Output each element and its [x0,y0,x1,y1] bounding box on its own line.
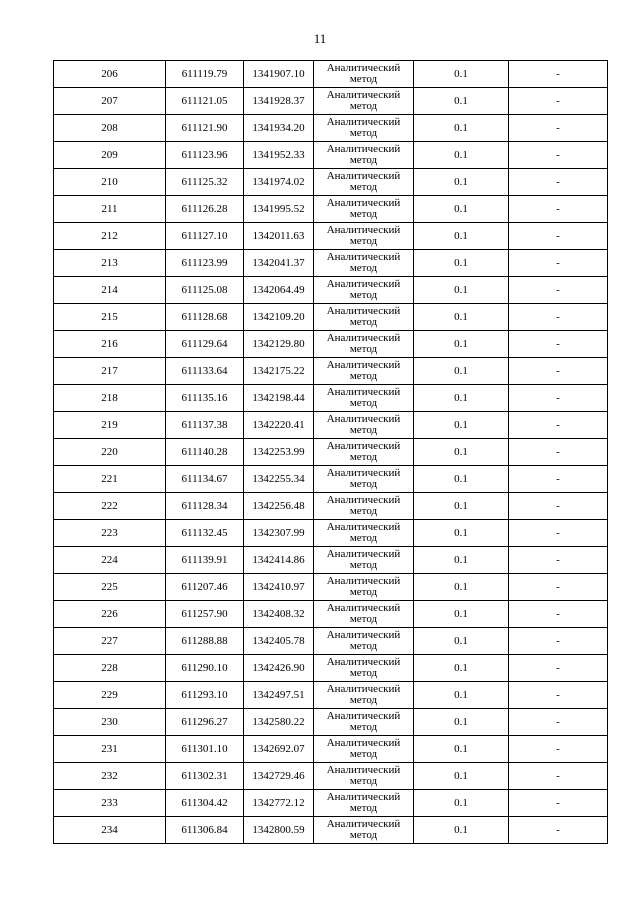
table-row [54,385,608,412]
table-row [54,493,608,520]
point-number-cell: 212 [54,223,166,250]
table-row [54,304,608,331]
y-coordinate-cell: 1342253.99 [244,439,314,466]
x-coordinate-cell: 611302.31 [166,763,244,790]
point-number-cell: 215 [54,304,166,331]
note-cell: - [509,466,608,493]
method-cell: Аналитический метод [314,790,414,817]
x-coordinate-cell: 611288.88 [166,628,244,655]
accuracy-cell: 0.1 [414,304,509,331]
accuracy-cell: 0.1 [414,196,509,223]
note-cell: - [509,628,608,655]
table-row [54,196,608,223]
note-cell: - [509,574,608,601]
x-coordinate-cell: 611207.46 [166,574,244,601]
table-row [54,142,608,169]
y-coordinate-cell: 1342307.99 [244,520,314,547]
method-cell: Аналитический метод [314,439,414,466]
point-number-cell: 234 [54,817,166,844]
y-coordinate-cell: 1342692.07 [244,736,314,763]
x-coordinate-cell: 611135.16 [166,385,244,412]
note-cell: - [509,520,608,547]
x-coordinate-cell: 611290.10 [166,655,244,682]
table-row [54,223,608,250]
y-coordinate-cell: 1342198.44 [244,385,314,412]
note-cell: - [509,709,608,736]
note-cell: - [509,61,608,88]
y-coordinate-cell: 1341974.02 [244,169,314,196]
y-coordinate-cell: 1342772.12 [244,790,314,817]
table-row [54,412,608,439]
point-number-cell: 207 [54,88,166,115]
y-coordinate-cell: 1342011.63 [244,223,314,250]
x-coordinate-cell: 611134.67 [166,466,244,493]
method-cell: Аналитический метод [314,385,414,412]
accuracy-cell: 0.1 [414,790,509,817]
x-coordinate-cell: 611125.08 [166,277,244,304]
note-cell: - [509,601,608,628]
point-number-cell: 206 [54,61,166,88]
accuracy-cell: 0.1 [414,250,509,277]
table-row [54,547,608,574]
method-cell: Аналитический метод [314,142,414,169]
y-coordinate-cell: 1342129.80 [244,331,314,358]
method-cell: Аналитический метод [314,223,414,250]
y-coordinate-cell: 1341907.10 [244,61,314,88]
method-cell: Аналитический метод [314,763,414,790]
accuracy-cell: 0.1 [414,655,509,682]
table-row [54,709,608,736]
method-cell: Аналитический метод [314,412,414,439]
method-cell: Аналитический метод [314,736,414,763]
point-number-cell: 232 [54,763,166,790]
note-cell: - [509,358,608,385]
y-coordinate-cell: 1342414.86 [244,547,314,574]
table-row [54,115,608,142]
y-coordinate-cell: 1342109.20 [244,304,314,331]
accuracy-cell: 0.1 [414,169,509,196]
table-row [54,88,608,115]
x-coordinate-cell: 611126.28 [166,196,244,223]
table-row [54,817,608,844]
x-coordinate-cell: 611121.05 [166,88,244,115]
method-cell: Аналитический метод [314,817,414,844]
table-row [54,790,608,817]
point-number-cell: 226 [54,601,166,628]
point-number-cell: 214 [54,277,166,304]
accuracy-cell: 0.1 [414,439,509,466]
table-row [54,331,608,358]
x-coordinate-cell: 611125.32 [166,169,244,196]
point-number-cell: 230 [54,709,166,736]
y-coordinate-cell: 1342256.48 [244,493,314,520]
accuracy-cell: 0.1 [414,61,509,88]
accuracy-cell: 0.1 [414,763,509,790]
coordinates-table-body [54,61,608,844]
method-cell: Аналитический метод [314,88,414,115]
point-number-cell: 216 [54,331,166,358]
note-cell: - [509,493,608,520]
x-coordinate-cell: 611132.45 [166,520,244,547]
accuracy-cell: 0.1 [414,682,509,709]
method-cell: Аналитический метод [314,250,414,277]
x-coordinate-cell: 611123.96 [166,142,244,169]
accuracy-cell: 0.1 [414,709,509,736]
y-coordinate-cell: 1341934.20 [244,115,314,142]
note-cell: - [509,169,608,196]
point-number-cell: 220 [54,439,166,466]
x-coordinate-cell: 611128.68 [166,304,244,331]
x-coordinate-cell: 611139.91 [166,547,244,574]
point-number-cell: 233 [54,790,166,817]
point-number-cell: 209 [54,142,166,169]
note-cell: - [509,763,608,790]
accuracy-cell: 0.1 [414,331,509,358]
table-row [54,763,608,790]
y-coordinate-cell: 1342497.51 [244,682,314,709]
accuracy-cell: 0.1 [414,466,509,493]
note-cell: - [509,277,608,304]
x-coordinate-cell: 611133.64 [166,358,244,385]
table-row [54,439,608,466]
table-row [54,601,608,628]
accuracy-cell: 0.1 [414,520,509,547]
point-number-cell: 223 [54,520,166,547]
note-cell: - [509,223,608,250]
y-coordinate-cell: 1342426.90 [244,655,314,682]
method-cell: Аналитический метод [314,601,414,628]
note-cell: - [509,115,608,142]
y-coordinate-cell: 1341928.37 [244,88,314,115]
note-cell: - [509,142,608,169]
accuracy-cell: 0.1 [414,817,509,844]
y-coordinate-cell: 1341995.52 [244,196,314,223]
method-cell: Аналитический метод [314,466,414,493]
accuracy-cell: 0.1 [414,385,509,412]
point-number-cell: 225 [54,574,166,601]
x-coordinate-cell: 611304.42 [166,790,244,817]
y-coordinate-cell: 1342580.22 [244,709,314,736]
table-row [54,628,608,655]
accuracy-cell: 0.1 [414,736,509,763]
x-coordinate-cell: 611301.10 [166,736,244,763]
point-number-cell: 208 [54,115,166,142]
table-row [54,574,608,601]
x-coordinate-cell: 611129.64 [166,331,244,358]
note-cell: - [509,304,608,331]
method-cell: Аналитический метод [314,169,414,196]
method-cell: Аналитический метод [314,277,414,304]
note-cell: - [509,88,608,115]
note-cell: - [509,736,608,763]
coordinates-table [53,60,608,844]
accuracy-cell: 0.1 [414,628,509,655]
point-number-cell: 210 [54,169,166,196]
method-cell: Аналитический метод [314,574,414,601]
x-coordinate-cell: 611119.79 [166,61,244,88]
point-number-cell: 211 [54,196,166,223]
note-cell: - [509,250,608,277]
note-cell: - [509,682,608,709]
x-coordinate-cell: 611296.27 [166,709,244,736]
method-cell: Аналитический метод [314,493,414,520]
table-row [54,61,608,88]
method-cell: Аналитический метод [314,304,414,331]
accuracy-cell: 0.1 [414,88,509,115]
point-number-cell: 228 [54,655,166,682]
method-cell: Аналитический метод [314,709,414,736]
method-cell: Аналитический метод [314,358,414,385]
point-number-cell: 231 [54,736,166,763]
table-row [54,520,608,547]
x-coordinate-cell: 611293.10 [166,682,244,709]
table-row [54,655,608,682]
method-cell: Аналитический метод [314,628,414,655]
note-cell: - [509,817,608,844]
table-row [54,277,608,304]
x-coordinate-cell: 611127.10 [166,223,244,250]
accuracy-cell: 0.1 [414,115,509,142]
note-cell: - [509,385,608,412]
point-number-cell: 222 [54,493,166,520]
method-cell: Аналитический метод [314,196,414,223]
method-cell: Аналитический метод [314,655,414,682]
method-cell: Аналитический метод [314,520,414,547]
point-number-cell: 229 [54,682,166,709]
accuracy-cell: 0.1 [414,574,509,601]
note-cell: - [509,331,608,358]
point-number-cell: 219 [54,412,166,439]
y-coordinate-cell: 1342410.97 [244,574,314,601]
method-cell: Аналитический метод [314,547,414,574]
method-cell: Аналитический метод [314,682,414,709]
note-cell: - [509,790,608,817]
note-cell: - [509,412,608,439]
point-number-cell: 227 [54,628,166,655]
table-row [54,466,608,493]
x-coordinate-cell: 611140.28 [166,439,244,466]
accuracy-cell: 0.1 [414,601,509,628]
method-cell: Аналитический метод [314,115,414,142]
point-number-cell: 221 [54,466,166,493]
method-cell: Аналитический метод [314,331,414,358]
point-number-cell: 213 [54,250,166,277]
note-cell: - [509,439,608,466]
y-coordinate-cell: 1341952.33 [244,142,314,169]
accuracy-cell: 0.1 [414,358,509,385]
y-coordinate-cell: 1342064.49 [244,277,314,304]
table-row [54,736,608,763]
accuracy-cell: 0.1 [414,223,509,250]
y-coordinate-cell: 1342255.34 [244,466,314,493]
accuracy-cell: 0.1 [414,493,509,520]
x-coordinate-cell: 611306.84 [166,817,244,844]
accuracy-cell: 0.1 [414,547,509,574]
y-coordinate-cell: 1342175.22 [244,358,314,385]
accuracy-cell: 0.1 [414,412,509,439]
y-coordinate-cell: 1342800.59 [244,817,314,844]
note-cell: - [509,196,608,223]
x-coordinate-cell: 611137.38 [166,412,244,439]
x-coordinate-cell: 611128.34 [166,493,244,520]
x-coordinate-cell: 611121.90 [166,115,244,142]
method-cell: Аналитический метод [314,61,414,88]
y-coordinate-cell: 1342408.32 [244,601,314,628]
note-cell: - [509,655,608,682]
point-number-cell: 218 [54,385,166,412]
point-number-cell: 224 [54,547,166,574]
y-coordinate-cell: 1342405.78 [244,628,314,655]
accuracy-cell: 0.1 [414,142,509,169]
x-coordinate-cell: 611123.99 [166,250,244,277]
page-number: 11 [313,31,327,46]
y-coordinate-cell: 1342041.37 [244,250,314,277]
y-coordinate-cell: 1342220.41 [244,412,314,439]
table-row [54,358,608,385]
point-number-cell: 217 [54,358,166,385]
y-coordinate-cell: 1342729.46 [244,763,314,790]
table-row [54,169,608,196]
note-cell: - [509,547,608,574]
table-row [54,682,608,709]
table-row [54,250,608,277]
accuracy-cell: 0.1 [414,277,509,304]
x-coordinate-cell: 611257.90 [166,601,244,628]
